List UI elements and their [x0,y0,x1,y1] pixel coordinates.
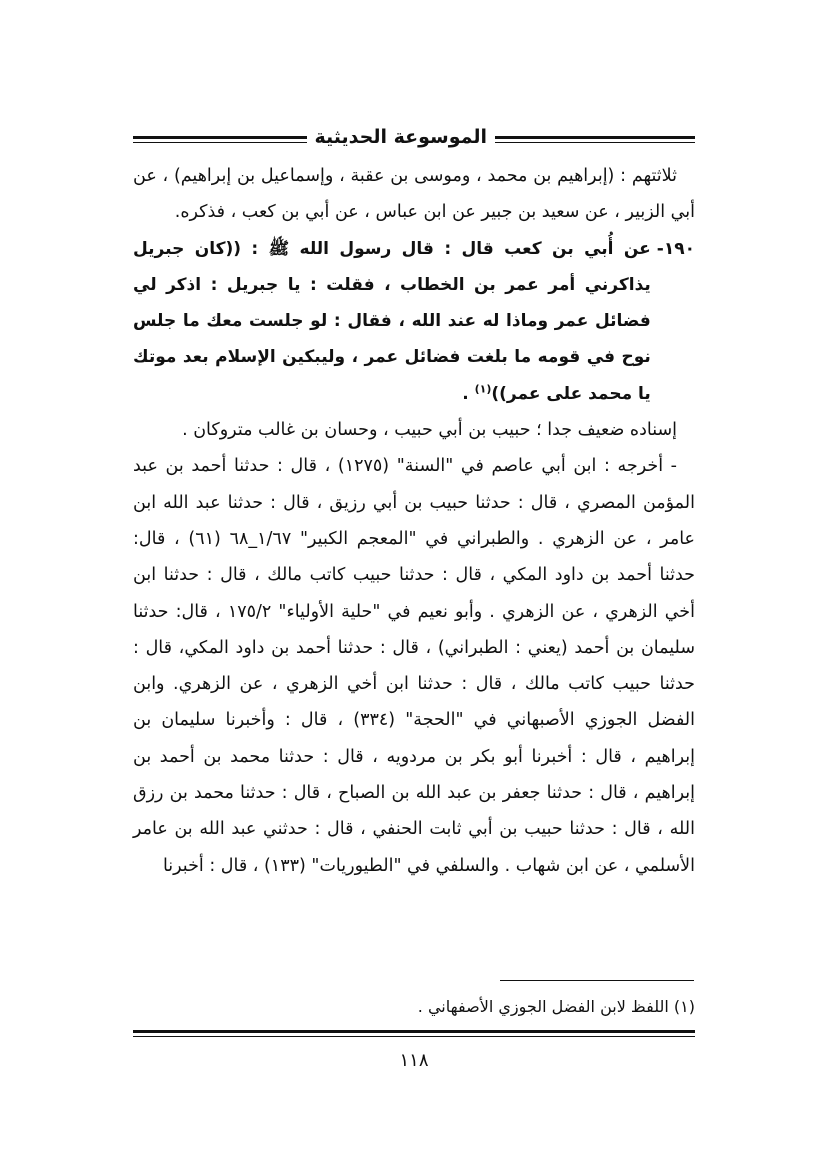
hadith-body: عن أُبي بن كعب قال : قال رسول الله ﷺ : ((كان جبريل يذاكرني أمر عمر بن الخطاب ، فقلت : يا جبريل : اذكر لي فضائل عمر وماذا له عند الله ، فقال : لو جلست معك ما جلس نوح في قومه ما بلغت فضائل عمر ، وليبكين الإسلام بعد موتك يا محمد على عمر)) [133,238,651,404]
page-number: ١١٨ [399,1050,429,1071]
isnad-grading: إسناده ضعيف جدا ؛ حبيب بن أبي حبيب ، وحسان بن غالب متروكان . [182,420,677,441]
hadith-end: . [462,383,475,404]
paragraph-chain: ثلاثتهم : (إبراهيم بن محمد ، وموسى بن عقبة ، وإسماعيل بن إبراهيم) ، عن أبي الزبير ، عن سعيد بن جبير عن ابن عباس ، عن أبي بن كعب ، فذكره. [133,166,695,223]
footnote: (١) اللفظ لابن الفضل الجوزي الأصفهاني . [417,997,695,1016]
takhrij-paragraph: - أخرجه : ابن أبي عاصم في "السنة" (١٢٧٥) ، قال : حدثنا أحمد بن عبد المؤمن المصري ، قال : حدثنا حبيب بن أبي رزيق ، قال : حدثنا عبد الله ابن عامر ، عن الزهري . والطبراني في "المعجم الكبير" ١/٦٧_٦٨ (٦١) ، قال: حدثنا أحمد بن داود المكي ، قال : حدثنا حبيب كاتب مالك ، قال : حدثنا ابن أخي الزهري ، عن الزهري . وأبو نعيم في "حلية الأولياء" ١٧٥/٢ ، قال: حدثنا سليمان بن أحمد (يعني : الطبراني) ، قال : حدثنا أحمد بن داود المكي، قال : حدثنا حبيب كاتب مالك ، قال : حدثنا ابن أخي الزهري ، عن الزهري. وابن الفضل الجوزي الأصبهاني في "الحجة" (٣٣٤) ، قال : وأخبرنا سليمان بن إبراهيم ، قال : أخبرنا أبو بكر بن مردويه ، قال : حدثنا محمد بن أحمد بن إبراهيم ، قال : حدثنا جعفر بن عبد الله بن الصباح ، قال : حدثنا محمد بن رزق الله ، قال : حدثنا حبيب بن أبي ثابت الحنفي ، قال : حدثني عبد الله بن عامر الأسلمي ، عن ابن شهاب . والسلفي في "الطيوريات" (١٣٣) ، قال : أخبرنا [133,456,695,876]
hadith-entry [133,231,695,412]
footer-rule-thin [133,1036,695,1037]
footnote-separator [500,980,694,981]
page-header [133,122,695,154]
book-title: الموسوعة الحديثية [307,123,496,151]
hadith-number: ١٩٠- [656,238,695,259]
hadith-text [133,231,651,412]
footer-rule-thick [133,1030,695,1033]
footnote-ref: (١) [474,382,492,396]
main-text [133,158,695,884]
